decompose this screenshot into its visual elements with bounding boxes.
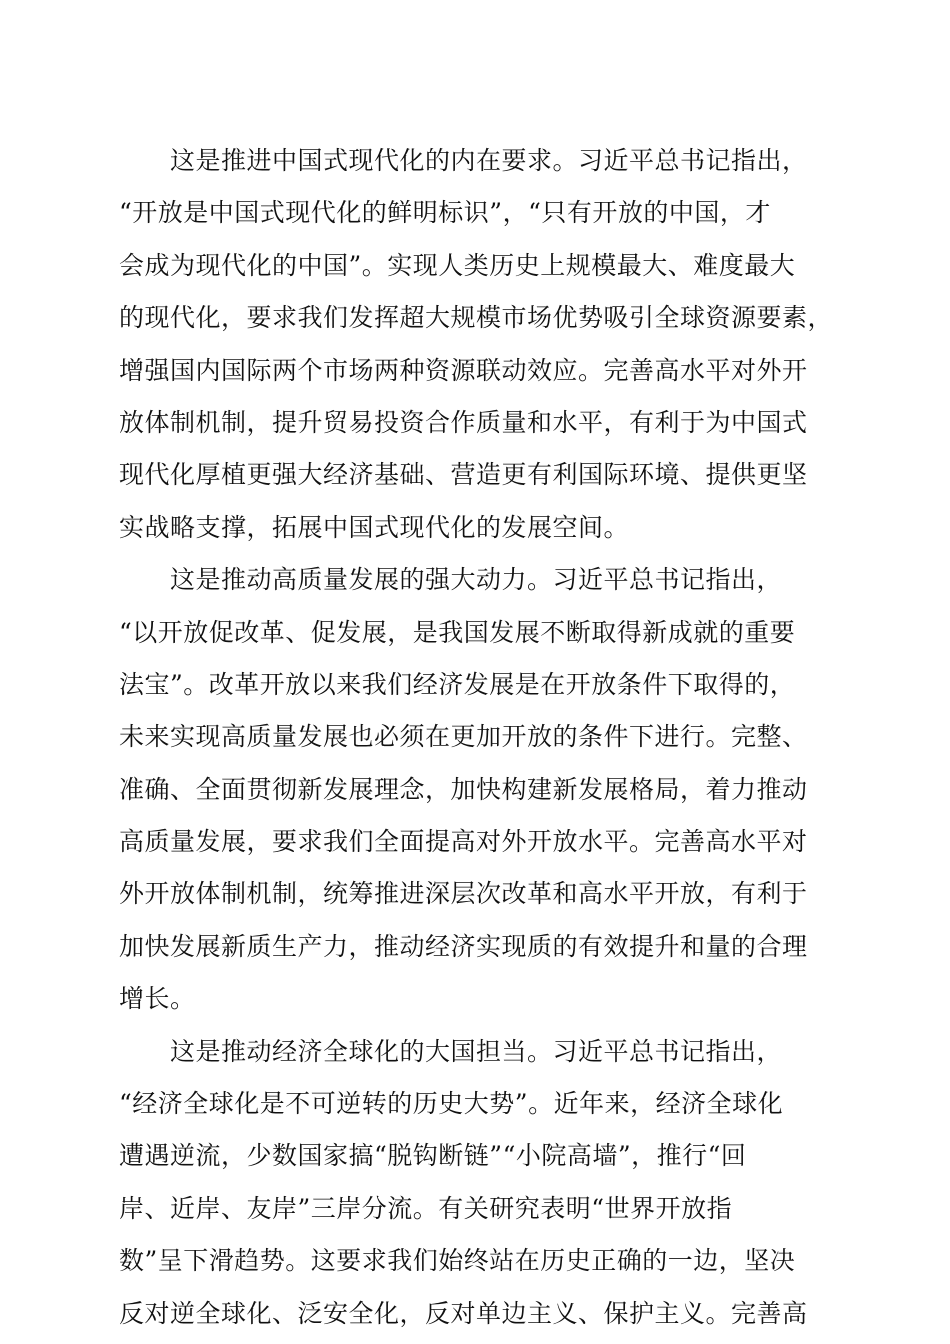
text-line: 这是推进中国式现代化的内在要求。习近平总书记指出， [119,146,808,175]
text-line: 岸、近岸、友岸”三岸分流。有关研究表明“世界开放指 [119,1193,733,1223]
text-line: 实战略支撑，拓展中国式现代化的发展空间。 [119,512,630,542]
text-line: “以开放促改革、促发展，是我国发展不断取得新成就的重要 [119,617,796,647]
text-line: 这是推动经济全球化的大国担当。习近平总书记指出， [119,1036,783,1066]
text-line: 数”呈下滑趋势。这要求我们始终站在历史正确的一边，坚决 [119,1246,796,1276]
text-line: 高质量发展，要求我们全面提高对外开放水平。完善高水平对 [119,827,808,857]
text-line: 未来实现高质量发展也必须在更加开放的条件下进行。完整、 [119,722,808,752]
text-line: 遭遇逆流，少数国家搞“脱钩断链”“小院高墙”，推行“回 [119,1141,747,1171]
text-line: “经济全球化是不可逆转的历史大势”。近年来，经济全球化 [119,1089,784,1119]
text-line: “开放是中国式现代化的鲜明标识”，“只有开放的中国，才 [119,198,771,228]
text-line: 外开放体制机制，统筹推进深层次改革和高水平开放，有利于 [119,879,808,909]
text-line: 反对逆全球化、泛安全化，反对单边主义、保护主义。完善高 [119,1298,808,1328]
text-line: 增长。 [119,984,196,1014]
text-line: 加快发展新质生产力，推动经济实现质的有效提升和量的合理 [119,931,808,961]
text-line: 这是推动高质量发展的强大动力。习近平总书记指出， [119,565,783,595]
text-line: 准确、全面贯彻新发展理念，加快构建新发展格局，着力推动 [119,774,808,804]
text-line: 法宝”。改革开放以来我们经济发展是在开放条件下取得的， [119,669,796,699]
text-line: 放体制机制，提升贸易投资合作质量和水平，有利于为中国式 [119,407,808,437]
text-line: 增强国内国际两个市场两种资源联动效应。完善高水平对外开 [119,355,808,385]
text-line: 现代化厚植更强大经济基础、营造更有利国际环境、提供更坚 [119,460,808,490]
text-line: 会成为现代化的中国”。实现人类历史上规模最大、难度最大 [119,250,796,280]
article-body [119,135,834,1340]
text-line: 的现代化，要求我们发挥超大规模市场优势吸引全球资源要素， [119,303,834,333]
